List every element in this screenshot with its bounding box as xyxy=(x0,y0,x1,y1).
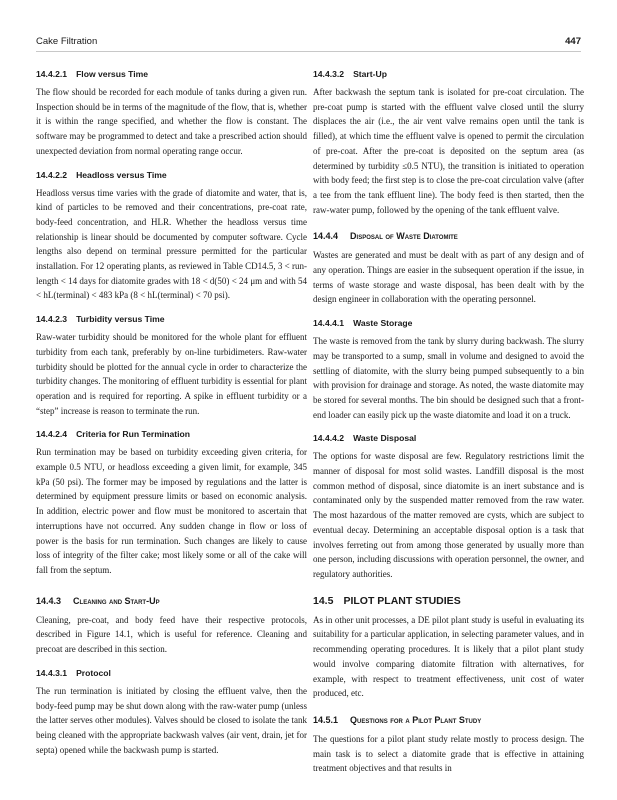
section-pilot-plant-studies xyxy=(313,594,584,701)
section-heading: 14.4.2.1 Flow versus Time xyxy=(36,69,149,79)
section-body: Raw-water turbidity should be monitored for the whole plant for effluent turbidity from each tank, preferably by on-line turbidimeters. Raw-water turbidity should be plotted for the annual cycle in order to characterize the turbidity changes. The monitoring of effluent turbidity is essential for plant operation and is required for reporting. A spike in effluent turbidity or a “step” increase is reason to terminate the run. xyxy=(36,332,307,416)
section-heading: 14.4.2.3 Turbidity versus Time xyxy=(36,314,165,325)
section-headloss-versus-time xyxy=(36,169,307,304)
section-body: The questions for a pilot plant study relate mostly to process design. The main task is to select a diatomite grade that is effective in attaining treatment objectives and that results in xyxy=(313,733,584,774)
section-heading: 14.4.2.4 Criteria for Run Termination xyxy=(36,429,191,440)
section-cleaning-start-up xyxy=(36,594,307,657)
section-body: The flow should be recorded for each module of tanks during a given run. Inspection should be in terms of the magnitude of the flow, that is, whether it is within the range specified, and whether the flow is constant. The software may be programmed to detect and take a prescribed action should unexpected deviation from normal operating range occur. xyxy=(36,87,307,156)
section-start-up xyxy=(313,68,584,217)
section-flow-versus-time xyxy=(36,68,307,159)
section-body: The options for waste disposal are few. Regulatory restrictions limit the manner of disposal for most solid wastes. Landfill disposal is the most common method of disposal, since diatomite is an inert substance and is contaminated only by the suspended matter removed from the raw water. The most hazardous of the matter removed are cysts, which are subject to eventual decay. Determining an acceptable disposal option is a task that involves ferreting out from among those generated by usually more than one person, including discussions with operation personnel, the owner, and regulatory authorities. xyxy=(313,451,584,579)
section-heading: 14.4.4.2 Waste Disposal xyxy=(313,433,417,444)
section-waste-storage xyxy=(313,317,584,422)
section-questions-pilot-plant-study xyxy=(313,713,584,776)
page-number: 447 xyxy=(565,35,581,47)
section-waste-disposal xyxy=(313,432,584,581)
section-heading: 14.5 PILOT PLANT STUDIES xyxy=(313,594,461,607)
section-body: Run termination may be based on turbidity exceeding given criteria, for example 0.5 NTU, or headloss exceeding a given limit, for example, 345 kPa (50 psi). The former may be imposed by regulations and the latter is determined by equipment pressure limits or based on economic analysis. In addition, electric power and flow must be monitored to ascertain that interruptions have not occurred. Any sudden change in flow or loss of power is the basis for run termination. Such changes are likely to cause loss of integrity of the filter cake; most likely some or all of the cake will fall from the septum. xyxy=(36,447,307,575)
section-body: After backwash the septum tank is isolated for pre-coat circulation. The pre-coat pump is started with the effluent valve closed until the slurry displaces the air (i.e., the air vent valve remains open until the tank is filled), at which time the effluent valve is opened to permit the circulation of pre-coat. After the pre-coat is deposited on the septum area (as determined by turbidity ≤0.5 NTU), the transition is initiated to operation with body feed; the first step is to close the pre-coat circulation valve (after a tee from the tank effluent line). The body feed is then started, then the raw-water pump, followed by the opening of the tank effluent valve. xyxy=(313,87,584,215)
section-heading: 14.4.4 Disposal of Waste Diatomite xyxy=(313,231,458,242)
running-title: Cake Filtration xyxy=(36,35,98,47)
section-heading: 14.4.3.1 Protocol xyxy=(36,667,111,678)
section-body: The run termination is initiated by closing the effluent valve, then the body-feed pump may be shut down along with the raw-water pump (unless the latter serves other modules). Valves should be closed to isolate the tank being cleaned with the appropriate backwash valves (air vent, drain, jet for septa) opened while the backwash pump is started. xyxy=(36,685,307,755)
section-protocol xyxy=(36,667,307,758)
right-column xyxy=(313,68,584,776)
section-heading: 14.4.2.2 Headloss versus Time xyxy=(36,169,167,180)
running-header xyxy=(0,0,617,50)
section-body: The waste is removed from the tank by slurry during backwash. The slurry may be transported to a sump, small in volume and designed to avoid the settling of diatomite, with the slurry being pumped subsequently to a bin with provision for drainage and storage. As noted, the waste diatomite may be stored for several months. The bin should be designed such that a front-end loader can easily pick up the waste diatomite and load it on a truck. xyxy=(313,336,584,420)
left-column xyxy=(36,68,307,757)
header-rule xyxy=(36,31,581,52)
section-body: Wastes are generated and must be dealt with as part of any design and of any operation. Things are easier in the subsequent operation if the issue, in terms of waste storage and waste disposal, has been dealt with by the design engineer in collaboration with the operating personnel. xyxy=(313,250,584,305)
section-heading: 14.4.3 Cleaning and Start-Up xyxy=(36,595,160,606)
section-disposal-waste-diatomite xyxy=(313,229,584,307)
section-heading: 14.4.4.1 Waste Storage xyxy=(313,318,413,329)
section-turbidity-versus-time xyxy=(36,313,307,418)
section-body: As in other unit processes, a DE pilot plant study is useful in evaluating its suitability for a particular application, in selecting parameter values, and in recommending operating procedures. It is likely that a pilot plant study would involve comparing diatomite filtration with alternatives, for example, with respect to treatment effectiveness, unit cost of water produced, etc. xyxy=(313,614,584,699)
section-criteria-run-termination xyxy=(36,428,307,577)
section-heading: 14.5.1 Questions for a Pilot Plant Study xyxy=(313,714,482,725)
section-body: Headloss versus time varies with the grade of diatomite and water, that is, kind of particles to be removed and their concentrations, pre-coat rate, body-feed concentration, and HLR. Whether the headloss versus time relationship is linear should be documented by computer software. Cycle lengths also depend on terminal pressure permitted for the particular installation. For 12 operating plants, as reviewed in Table CD14.5, 3 < run-length < 14 days for diatomite grades with 18 < d(50) < 24 μm and with 54 < hL(terminal) < 483 kPa (8 < hL(terminal) < 70 psi). xyxy=(36,187,307,301)
section-heading: 14.4.3.2 Start-Up xyxy=(313,69,387,79)
section-body: Cleaning, pre-coat, and body feed have their respective protocols, described in Figure 14.1, which is useful for reference. Cleaning and precoat are described in this section. xyxy=(36,614,307,655)
